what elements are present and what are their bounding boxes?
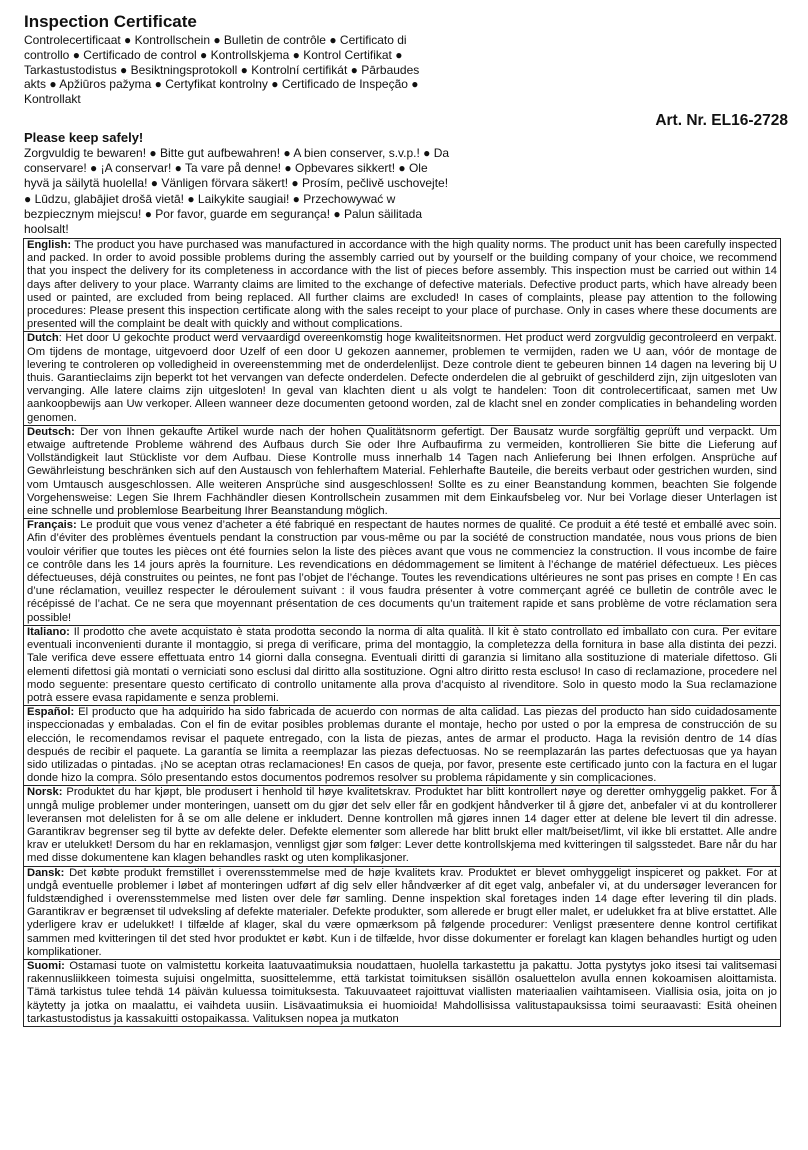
section-suomi [24, 959, 780, 1026]
section-lang-label: Français: [27, 519, 77, 532]
section-text: The product you have purchased was manufactured in accordance with the high quality norms. The product unit has been carefully inspected and packed. In order to avoid possible problems during the assembly carried out by yourself or the building company of your choice, we recommend that you inspect the delivery for its completeness in accordance with the list of pieces before assembly. This inspection must be carried out within 14 days after delivery to your place. Warranty claims are limited to the exchange of defective materials. Defective product parts, which have already been used or painted, are excluded from being replaced. All further claims are excluded! In cases of complaints, please pay attention to the following procedures: Please present this inspection certificate along with the sales receipt to your place of purchase. Only in cases where these documents are presented will the complaint be dealt with quickly and without complications. [27, 239, 777, 331]
article-number: Art. Nr. EL16-2728 [655, 112, 788, 129]
section-lang-label: Español: [27, 706, 75, 719]
section-lang-label: Italiano: [27, 625, 70, 638]
section-text: Der von Ihnen gekaufte Artikel wurde nach der hohen Qualitätsnorm gefertigt. Der Bausatz wurde sorgfältig geprüft und verpackt. Um etwaige auftretende Probleme während des Aufbaus durch Sie oder Ihre Aufbaufirma zu vermeiden, kontrollieren Sie bitte die Lieferung auf Vollständigkeit laut Stückliste vor dem Aufbau. Diese Kontrolle muss innerhalb 14 Tagen nach Anlieferung bei Ihnen erfolgen. Ansprüche auf Gewährleistung beschränken sich auf den Austausch von fehlerhaftem Material. Fehlerhafte Bauteile, die bereits verbaut oder gestrichen wurden, sind vom Umtausch ausgeschlossen. Alle weiteren Ansprüche sind ausgeschlossen! Sollte es zu einer Beanstandung kommen, beachten Sie folgende Vorgehensweise: Legen Sie Ihrem Fachhändler diesen Kontrollschein zusammen mit dem Einkaufsbeleg vor. Nur bei Vorlage dieser Unterlagen ist eine schnelle und problemlose Bearbeitung Ihrer Beanstandung möglich. [27, 425, 777, 518]
document-title: Inspection Certificate [24, 12, 197, 31]
section-deutsch [24, 425, 780, 518]
keep-safely-heading: Please keep safely! [24, 130, 144, 145]
section-dansk [24, 866, 780, 959]
section-francais [24, 518, 780, 625]
keep-safely-translations: Zorgvuldig te bewaren! ● Bitte gut aufbewahren! ● A bien conserver, s.v.p.! ● Da conservare! ● ¡A conservar! ● Ta vare på denne! ● Opbevares sikkert! ● Ole hyvä ja säilytä huolella! ● Vänligen förvara säkert! ● Prosím, pečlivě uschovejte! ● Lūdzu, glabājiet drošā vietā! ● Laikykite saugiai! ● Przechowywać w bezpiecznym miejscu! ● Por favor, guarde em segurança! ● Palun säilitada hoolsalt! [24, 146, 450, 237]
section-lang-label: Dutch [27, 332, 59, 345]
language-sections-box [23, 238, 781, 1027]
section-text: : Het door U gekochte product werd vervaardigd overeenkomstig hoge kwaliteitsnormen. Het product werd zorgvuldig gecontroleerd en verpakt. Om tijdens de montage, uitgevoerd door Uzelf of een door U gekozen aannemer, problemen te vermijden, raden we U aan, vóór de montage de levering te controleren op volledigheid in overeenstemming met de onderdelenlijst. Deze controle dient te gebeuren binnen 14 dagen na levering bij U thuis. Garantieclaims zijn beperkt tot het vervangen van defecte onderdelen. Defecte onderdelen die al gebruikt of geschilderd zijn, zijn uitgesloten van vervanging. Alle latere claims zijn uitgesloten! In geval van klachten dient u als volgt te handelen: Toon dit controlecertificaat, samen met Uw aankoopbewijs aan Uw verkoper. Alleen wanneer deze documenten getoond worden, zal de klacht snel en zonder complicaties in behandeling worden genomen. [27, 332, 777, 424]
title-translations: Controlecertificaat ● Kontrollschein ● Bulletin de contrôle ● Certificato di controllo ● Certificado de control ● Kontrollskjema ● Kontrol Certifikat ● Tarkastustodistus ● Besiktningsprotokoll ● Kontrolní certifikát ● Pārbaudes akts ● Apžiūros pažyma ● Certyfikat kontrolny ● Certificado de Inspeção ● Kontrollakt [24, 33, 420, 107]
section-espanol [24, 705, 780, 785]
section-norsk [24, 785, 780, 865]
section-lang-label: English: [27, 239, 72, 251]
section-dutch [24, 331, 780, 424]
section-lang-label: Deutsch: [27, 425, 75, 438]
section-lang-label: Dansk: [27, 866, 65, 879]
section-text: El producto que ha adquirido ha sido fabricada de acuerdo con normas de alta calidad. Las piezas del producto han sido cuidadosamente inspeccionadas y embaladas. Con el fin de evitar posibles problemas durante el montaje, hecho por usted o por la empresa de construcción de su elección, le recomendamos revisar el paquete entregado, con la lista de piezas, antes de armar el producto. Haga la revisión dentro de 14 días después de recibir el paquete. La garantía se limita a reemplazar las piezas defectuosas. No se reemplazarán las partes defectuosas que ya hayan sido utilizadas o pintadas. ¡No se aceptan otras reclamaciones! En casos de queja, por favor, presente este certificado junto con la factura en el lugar donde hizo la compra. Sólo presentando estos documentos podremos resolver su problema rápidamente y sin complicaciones. [27, 706, 777, 785]
section-text: Ostamasi tuote on valmistettu korkeita laatuvaatimuksia noudattaen, huolella tarkastettu ja pakattu. Jotta pystytys joko itsesi tai valitsemasi rakennusliikkeen toimesta sujuisi ongelmitta, suosittelemme, että tarkistat toimituksen sisällön osaluettelon avulla ennen kokoamisen aloittamista. Tämä tarkistus tulee tehdä 14 päivän kuluessa toimituksesta. Takuuvaateet rajoittuvat viallisten materiaalien vaihtamiseen. Viallisia osia, joita on jo käytetty ja jotka on maalattu, ei vaihdeta uusiin. Lisävaatimuksia ei huomioida! Mahdollisissa valitustapauksissa toimi seuraavasti: Esitä oheinen tarkastustodistus ja kassakuitti ostopaikassa. Valituksen nopea ja mutkaton [27, 959, 777, 1025]
section-text: Le produit que vous venez d’acheter a été fabriqué en respectant de hautes normes de qualité. Ce produit a été testé et emballé avec soin. Afin d’éviter des problèmes éventuels pendant la construction par vous-même ou par la société de construction mandatée, nous vous prions de bien vouloir vérifier que toutes les pièces ont été fournies selon la liste des pièces avant que vous ne commenciez la construction. Il vous incombe de faire ce contrôle dans les 14 jours après la fourniture. Les revendications en dédommagement se limitent à l’échange de matériel défectueux. Les pièces défectueuses, déjà construites ou peintes, ne font pas l’objet de l’échange. Toutes les revendications ultérieures ne sont pas prises en compte ! En cas d’une réclamation, veuillez respecter le déroulement suivant : il vous faudra présenter à votre commerçant agréé ce bulletin de contrôle avec le récépissé de l’achat. Ce ne sera que moyennant présentation de ces documents qu’un traitement rapide et sans problème de votre réclamation sera possible! [27, 519, 777, 624]
section-text: Produktet du har kjøpt, ble produsert i henhold til høye kvalitetskrav. Produktet har blitt kontrollert nøye og deretter omhyggelig pakket. For å unngå mulige problemer under monteringen, uansett om du gjør det selv eller får en godkjent håndverker til å gjøre det, anbefaler vi at du kontrollerer leveransen mot delelisten for å se om alle delene er inkludert. Denne kontrollen må gjøres innen 14 dager etter at delene ble levert til din adresse. Garantikrav begrenser seg til bytte av defekte deler. Defekte elementer som allerede har blitt brukt eller malt/beiset/limt, vil ikke bli erstattet. Alle andre krav er utelukket! Dersom du har en reklamasjon, vennligst gjør som følger: Lever dette kontrollskjema med kvitteringen til salgsstedet. Bare når du har med disse dokumentene kan klagen behandles raskt og uten komplikasjoner. [27, 786, 777, 865]
section-lang-label: Norsk: [27, 786, 63, 799]
section-text: Il prodotto che avete acquistato è stata prodotta secondo la norma di alta qualità. Il kit è stato controllato ed imballato con cura. Per evitare eventuali inconvenienti durante il montaggio, si prega di verificare, prima del montaggio, la completezza della fornitura in base alla distinta dei pezzi. Tale verifica deve essere effettuata entro 14 giorni dalla consegna. Eventuali diritti di garanzia si limitano alla sostituzione di materiale difettoso. Gli elementi difettosi già montati o verniciati sono esclusi dal diritto alla sostituzione. Ogni altro diritto resta escluso! In caso di reclamazione, procedere nel modo seguente: presentare questo certificato di controllo unitamente alla prova d’acquisto al rivenditore. Solo in questo modo la Sua reclamazione potrà essere evasa rapidamente e senza problemi. [27, 625, 777, 704]
section-english [24, 239, 780, 331]
section-lang-label: Suomi: [27, 959, 65, 972]
section-text: Det købte produkt fremstillet i overensstemmelse med de høje kvalitets krav. Produktet er blevet omhyggeligt inspiceret og pakket. For at undgå eventuelle problemer i løbet af monteringen udført af dig selv eller håndværker af dit eget valg, anbefaler vi, at du undersøger leverancen for fuldstændighed i overensstemmelse med listen over dele før samling. Denne inspektion skal foretages inden 14 dage efter levering til din plads. Garantikrav er begrænset til udveksling af defekte materialer. Defekte produkter, som allerede er brugt eller malet, er udelukket fra at blive erstattet. Alle yderligere krav er udelukket! I tilfælde af klager, skal du være opmærksom på følgende procedurer: Venligst præsentere denne kontrol certifikat sammen med kvitteringen til det sted hvor produktet er købt. Kun i de tilfælde, hvor disse dokumenter er forelagt kan klagen behandles hurtigt og uden komplikationer. [27, 866, 777, 958]
section-italiano [24, 625, 780, 705]
